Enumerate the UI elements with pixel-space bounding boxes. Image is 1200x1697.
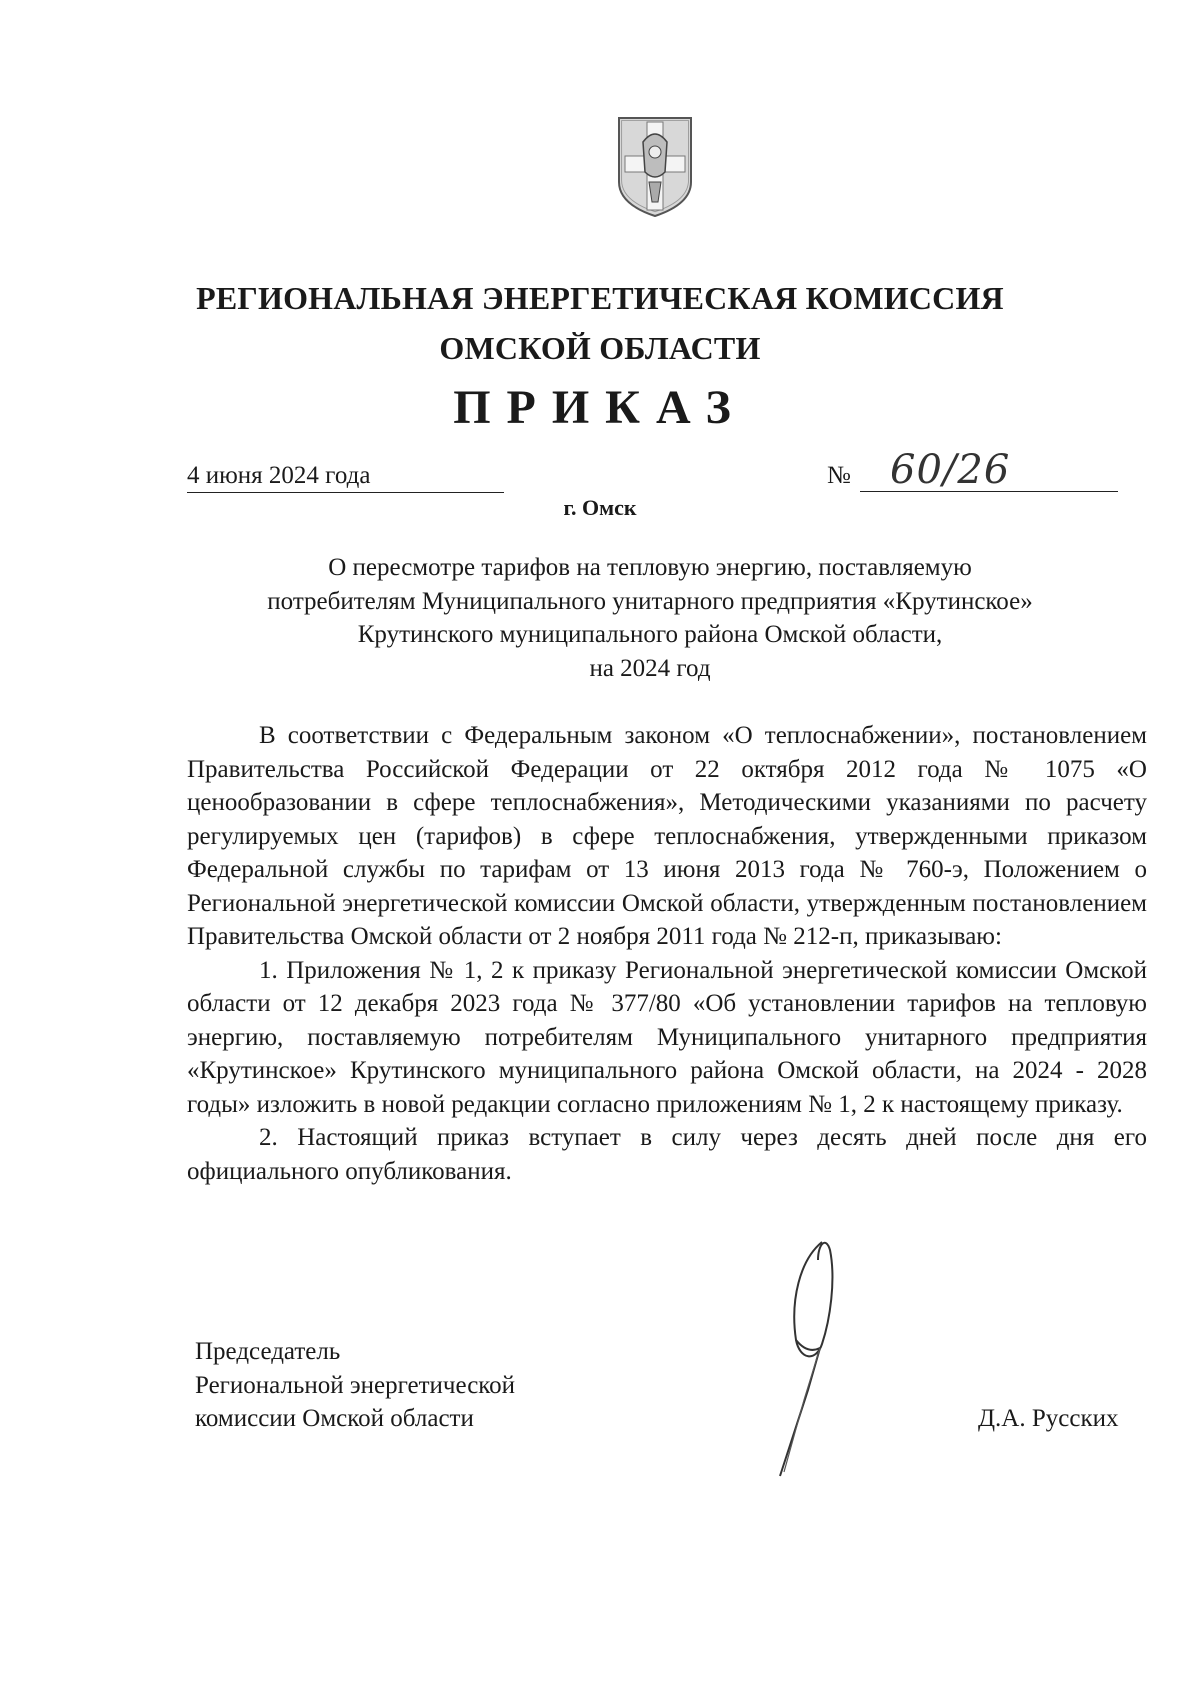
organization-title-line2: ОМСКОЙ ОБЛАСТИ	[439, 330, 761, 366]
document-number: 60/26	[890, 447, 1011, 493]
handwritten-signature-icon	[760, 1240, 880, 1480]
signer-position-line2: Региональной энергетической	[195, 1371, 516, 1399]
organization-title	[150, 273, 1050, 373]
body-item-1: 1. Приложения № 1, 2 к приказу Региональной энергетической комиссии Омской области от 12 декабря 2023 года № 377/80 «Об установлении тарифов на тепловую энергию, поставляемую потребителям Муниципального унитарного предприятия «Крутинское» Крутинского муниципального района Омской области, на 2024 - 2028 годы» изложить в новой редакции согласно приложениям № 1, 2 к настоящему приказу.	[187, 956, 1147, 1118]
signer-name: Д.А. Русских	[978, 1405, 1119, 1432]
signer-position	[195, 1335, 515, 1436]
organization-title-line1: РЕГИОНАЛЬНАЯ ЭНЕРГЕТИЧЕСКАЯ КОМИССИЯ	[196, 280, 1004, 316]
subject-line4: на 2024 год	[589, 654, 711, 682]
subject-line2: потребителям Муниципального унитарного предприятия «Крутинское»	[267, 587, 1033, 615]
document-subject	[190, 551, 1110, 685]
coat-of-arms-icon	[613, 112, 697, 220]
number-label: №	[827, 462, 851, 489]
subject-line1: О пересмотре тарифов на тепловую энергию, поставляемую	[328, 554, 972, 581]
body-preamble: В соответствии с Федеральным законом «О теплоснабжении», постановлением Правительства Российской Федерации от 22 октября 2012 года № 1075 «О ценообразовании в сфере теплоснабжения», Методическими указаниями по расчету регулируемых цен (тарифов) в сфере теплоснабжения, утвержденными приказом Федеральной службы по тарифам от 13 июня 2013 года № 760-э, Положением о Региональной энергетической комиссии Омской области, утвержденным постановлением Правительства Омской области от 2 ноября 2011 года № 212-п, приказываю:	[187, 722, 1147, 950]
body-item-2: 2. Настоящий приказ вступает в силу через десять дней после дня его официального опубликования.	[187, 1124, 1147, 1185]
document-body	[187, 719, 1147, 1188]
subject-line3: Крутинского муниципального района Омской области,	[357, 621, 943, 648]
document-type-title: ПРИКАЗ	[453, 381, 747, 434]
document-date: 4 июня 2024 года	[187, 460, 504, 493]
document-city: г. Омск	[563, 495, 637, 520]
signer-position-line3: комиссии Омской области	[195, 1405, 474, 1432]
signer-position-line1: Председатель	[195, 1338, 341, 1365]
